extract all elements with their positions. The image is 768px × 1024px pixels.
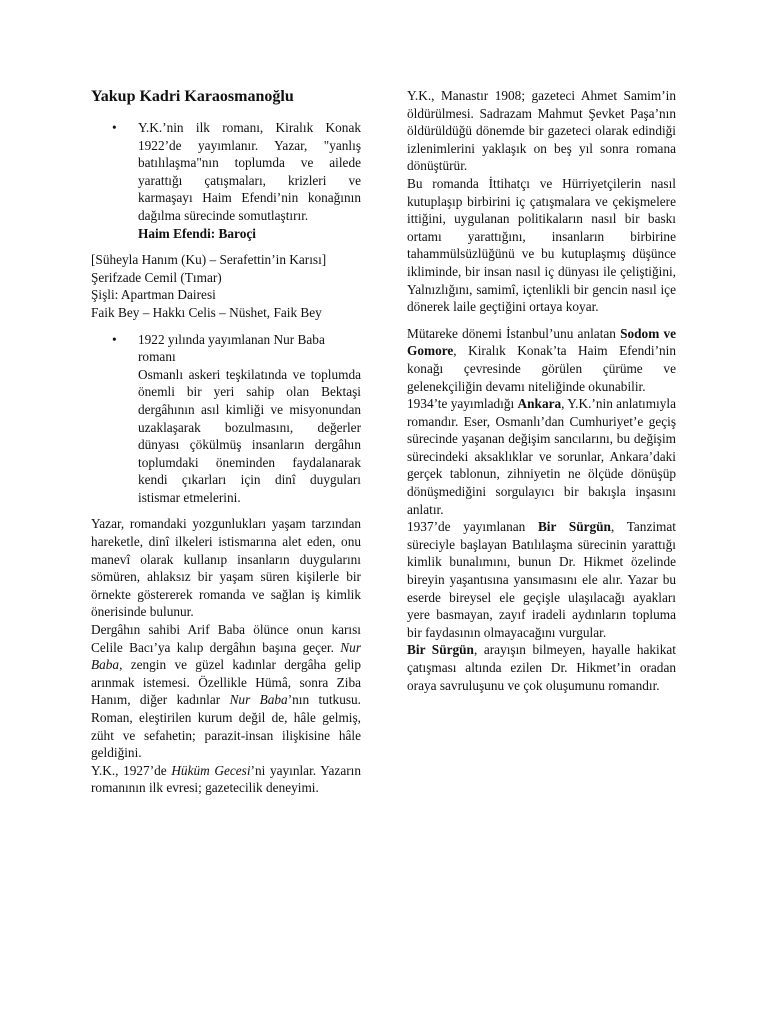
document-title: Yakup Kadri Karaosmanoğlu	[91, 88, 294, 105]
character-line: Şerifzade Cemil (Tımar)	[91, 269, 222, 285]
paragraph-dergah: Dergâhın sahibi Arif Baba ölünce onun karısı Celile Bacı’ya kalıp dergâhın başına geçer. Nur Baba, zengin ve güzel kadınlar dergâha gelip arınmak istemesi. Özellikle Hümâ, sonra Ziba Hanım, diğer kadınlar Nur Baba’nın tutkusu. Roman, eleştirilen kurum değil de, hâle gelmiş, züht ve sefahetin; parazit-insan ilişkisine hâle geldiğini.	[91, 622, 362, 761]
paragraph-yazar: Yazar, romandaki yozgunlukları yaşam tarzından hareketle, dinî ilkeleri istismarına alet eden, onu manevî olarak kullanıp insanların duygularını sömüren, ahlaksız bir yaşam süren kişilerle bir örnekte göstererek romanda ve sağlan iş kimlik önerisinde bulunur.	[91, 516, 361, 620]
paragraph-manastir: Y.K., Manastır 1908; gazeteci Ahmet Samim’in öldürülmesi. Sadrazam Mahmut Şevket Paşa’nın öldürüldüğü dönemde bir gazeteci olarak edindiği izlenimlerini yaklaşık on beş yıl sonra romana dönüştürür.	[407, 88, 676, 174]
italic-title: Hüküm Gecesi	[171, 762, 251, 778]
paragraph-hukum-gecesi: Y.K., 1927’de Hüküm Gecesi’ni yayınlar. Yazarın romanının ilk evresi; gazetecilik deneyimi.	[91, 762, 361, 796]
bullet-dot: •	[112, 120, 117, 135]
bullet-nur-baba-heading: 1922 yılında yayımlanan Nur Baba romanı	[138, 331, 325, 365]
bullet-nur-baba	[91, 331, 361, 507]
paragraph-sodom-gomore: Mütareke dönemi İstanbul’unu anlatan Sodom ve Gomore, Kiralık Konak’ta Haim Efendi’nin konağı çevresinde görülen çürüme ve gelenekçiliğin devamı niteliğinde okunabilir.	[407, 325, 676, 394]
character-line: [Süheyla Hanım (Ku) – Serafettin’in Karısı]	[91, 252, 327, 268]
bullet-dot: •	[112, 331, 117, 347]
character-line: Şişli: Apartman Dairesi	[91, 287, 216, 303]
paragraph-bir-surgun-summary: Bir Sürgün, arayışın bilmeyen, hayalle hakikat çatışması altında ezilen Dr. Hikmet’in oradan oraya savruluşunu ve çok oluşumunu romandır.	[407, 642, 676, 693]
italic-title: Nur Baba	[91, 639, 361, 673]
bullet-kiralik-konak	[91, 119, 361, 242]
paragraph-bir-surgun: 1937’de yayımlanan Bir Sürgün, Tanzimat süreciyle başlayan Batılılaşma sürecinin yarattığı kimlik bunalımını, bunun Dr. Hikmet özelinde bireyin yaşantısına yansımasını ele alır. Yazar bu eserde bireysel ele geçişle ulaşılacağı ayakları yere basmayan, zayıf iradeli aydınların topluma bir faydasının olmayacağını vurgular.	[407, 519, 676, 640]
character-line: Faik Bey – Hakkı Celis – Nüshet, Faik Bey	[91, 304, 322, 320]
italic-title: Nur Baba	[229, 692, 288, 708]
bullet-kiralik-konak-text: Y.K.’nin ilk romanı, Kiralık Konak 1922’de yayımlanır. Yazar, "yanlış batılılaşma"nın toplumda ve ailede yarattığı çatışmaları, krizleri ve karmaşayı Haim Efendi’nin konağının dağılma sürecinde somutlaştırır.	[138, 120, 361, 223]
bold-title: Bir Sürgün	[407, 642, 474, 658]
characters-list	[91, 251, 361, 321]
paragraph-ankara: 1934’te yayımladığı Ankara, Y.K.’nin anlatımıyla romandır. Eser, Osmanlı’dan Cumhuriyet’e geçiş sürecinde yaşanan değişim sancılarını, bu değişim sürecindeki aksaklıklar ve sorunlar, Ankara’daki gerçek tablonun, zihniyetin ne ölçüde dönüşüp dönüşmediğini sorgulayıcı bir bakışla inşasını anlatır.	[407, 396, 676, 517]
bullet-nur-baba-text: Osmanlı askeri teşkilatında ve toplumda önemli bir yeri sahip olan Bektaşi dergâhının asıl kimliği ve misyonundan uzaklaşarak bozulmasını, değerler dünyası çökülmüş insanların dergâhın toplumdaki öneminden faydalanarak kendi çıkarları için dinî duyguları istismar etmelerini.	[138, 366, 361, 505]
bold-title: Sodom ve Gomore	[407, 325, 676, 359]
bold-title: Ankara	[517, 396, 562, 412]
bullet-kiralik-konak-bold: Haim Efendi: Baroçi	[138, 225, 256, 241]
paragraph-ittihatci: Bu romanda İttihatçı ve Hürriyetçilerin nasıl kutuplaşıp birbirini iç çatışmalara ve çekişmelere ittiğini, uygulanan politikaların nasıl bir baskı ortamı yarattığını, insanların birbirine tahammülsüzlüğünü ve bu kutuplaşmış düşünce ikliminde, bir insan nasıl iç dünyası ile çeliştiğini, Yalnızlığını, samimî, içtenlikli bir gencin nasıl içe dönerek laile geçtiğini ortaya koyar.	[407, 175, 676, 315]
right-column	[407, 87, 676, 694]
bold-title: Bir Sürgün	[537, 519, 611, 535]
left-column	[91, 87, 361, 797]
